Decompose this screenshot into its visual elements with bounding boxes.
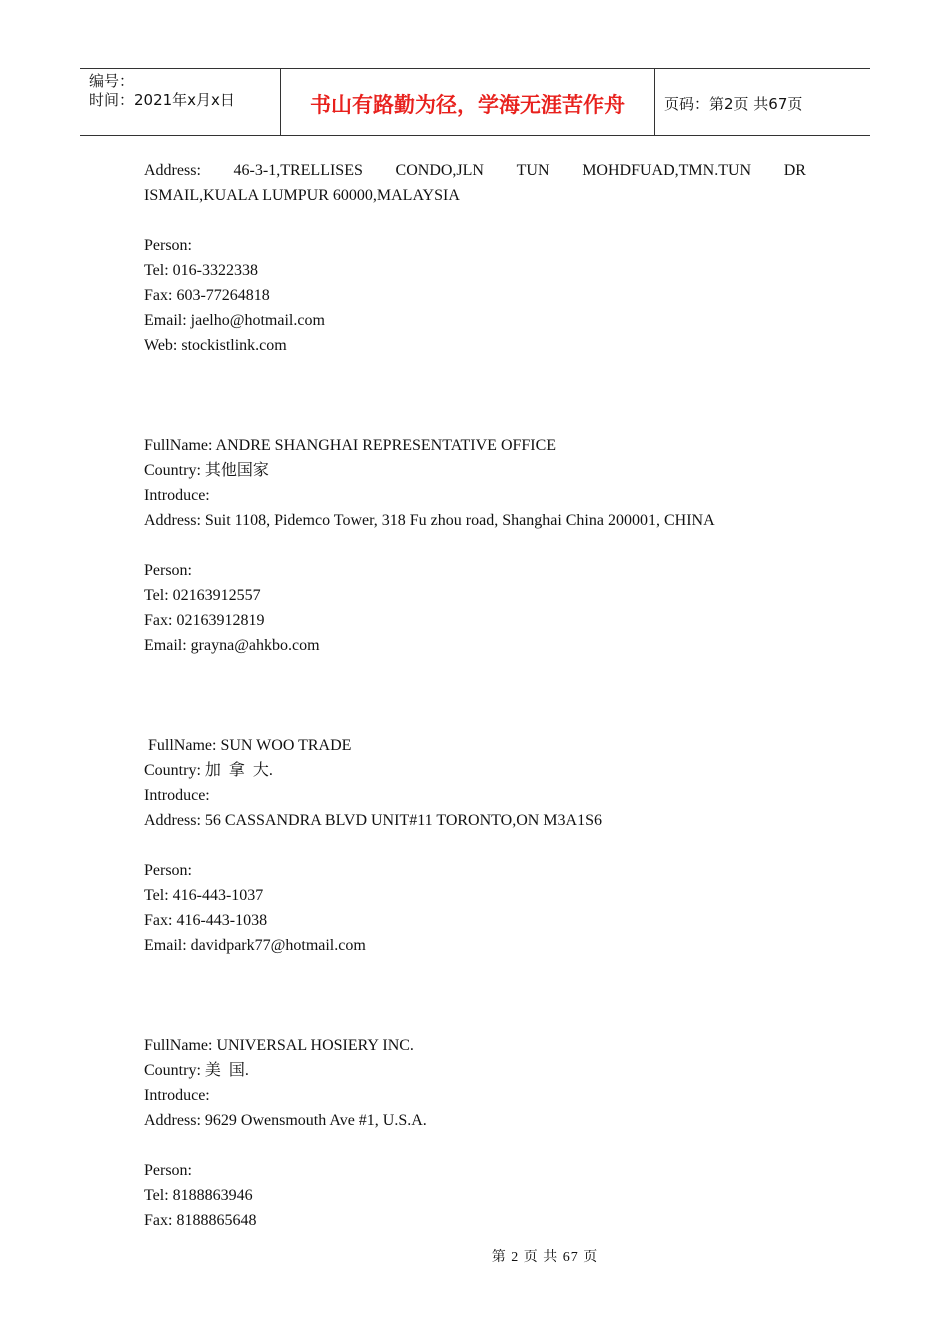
entry2-tel: Tel: 02163912557 bbox=[144, 587, 261, 604]
entry2-fax: Fax: 02163912819 bbox=[144, 612, 265, 629]
entry4-person: Person: bbox=[144, 1162, 192, 1179]
page-header bbox=[80, 68, 870, 136]
entry4-country: Country: 美 国. bbox=[144, 1062, 249, 1079]
entry2-country: Country: 其他国家 bbox=[144, 462, 269, 479]
entry1-email: Email: jaelho@hotmail.com bbox=[144, 312, 325, 329]
entry1-address-token: CONDO,JLN bbox=[395, 162, 484, 179]
entry2-person: Person: bbox=[144, 562, 192, 579]
entry1-web: Web: stockistlink.com bbox=[144, 337, 287, 354]
entry3-introduce: Introduce: bbox=[144, 787, 210, 804]
document-number-label: 编号： bbox=[89, 72, 135, 90]
entry4-address: Address: 9629 Owensmouth Ave #1, U.S.A. bbox=[144, 1112, 427, 1129]
entry1-address-token: MOHDFUAD,TMN.TUN bbox=[582, 162, 752, 179]
entry2-introduce: Introduce: bbox=[144, 487, 210, 504]
entry2-fullname: FullName: ANDRE SHANGHAI REPRESENTATIVE OFFICE bbox=[144, 437, 557, 454]
entry1-tel: Tel: 016-3322338 bbox=[144, 262, 258, 279]
entry1-address-token: TUN bbox=[516, 162, 550, 179]
entry2-address: Address: Suit 1108, Pidemco Tower, 318 Fu zhou road, Shanghai China 200001, CHINA bbox=[144, 512, 715, 529]
entry1-address-token: Address: bbox=[144, 162, 201, 179]
entry3-email: Email: davidpark77@hotmail.com bbox=[144, 937, 366, 954]
entry1-address-line bbox=[144, 158, 806, 183]
entry1-person: Person: bbox=[144, 237, 192, 254]
header-page-number: 页码：第2页 共67页 bbox=[664, 94, 803, 113]
entry3-country: Country: 加 拿 大. bbox=[144, 762, 273, 779]
entry1-address-token: 46-3-1,TRELLISES bbox=[233, 162, 363, 179]
entry3-fax: Fax: 416-443-1038 bbox=[144, 912, 268, 929]
document-date-label: 时间：2021年x月x日 bbox=[89, 91, 235, 109]
document-body bbox=[144, 158, 806, 1233]
entry1-address-token: DR bbox=[783, 162, 806, 179]
entry4-tel: Tel: 8188863946 bbox=[144, 1187, 253, 1204]
page-footer: 第 2 页 共 67 页 bbox=[491, 1250, 599, 1265]
header-meta bbox=[80, 69, 281, 135]
entry3-person: Person: bbox=[144, 862, 192, 879]
entry3-tel: Tel: 416-443-1037 bbox=[144, 887, 264, 904]
entry4-introduce: Introduce: bbox=[144, 1087, 210, 1104]
entry2-email: Email: grayna@ahkbo.com bbox=[144, 637, 320, 654]
entry1-address-continued: ISMAIL,KUALA LUMPUR 60000,MALAYSIA bbox=[144, 187, 460, 204]
entry1-fax: Fax: 603-77264818 bbox=[144, 287, 270, 304]
entry4-fullname: FullName: UNIVERSAL HOSIERY INC. bbox=[144, 1037, 414, 1054]
entry4-fax: Fax: 8188865648 bbox=[144, 1212, 257, 1229]
header-motto: 书山有路勤为径，学海无涯苦作舟 bbox=[281, 69, 655, 135]
entry3-address: Address: 56 CASSANDRA BLVD UNIT#11 TORONTO,ON M3A1S6 bbox=[144, 812, 602, 829]
entry3-fullname: FullName: SUN WOO TRADE bbox=[144, 737, 352, 754]
